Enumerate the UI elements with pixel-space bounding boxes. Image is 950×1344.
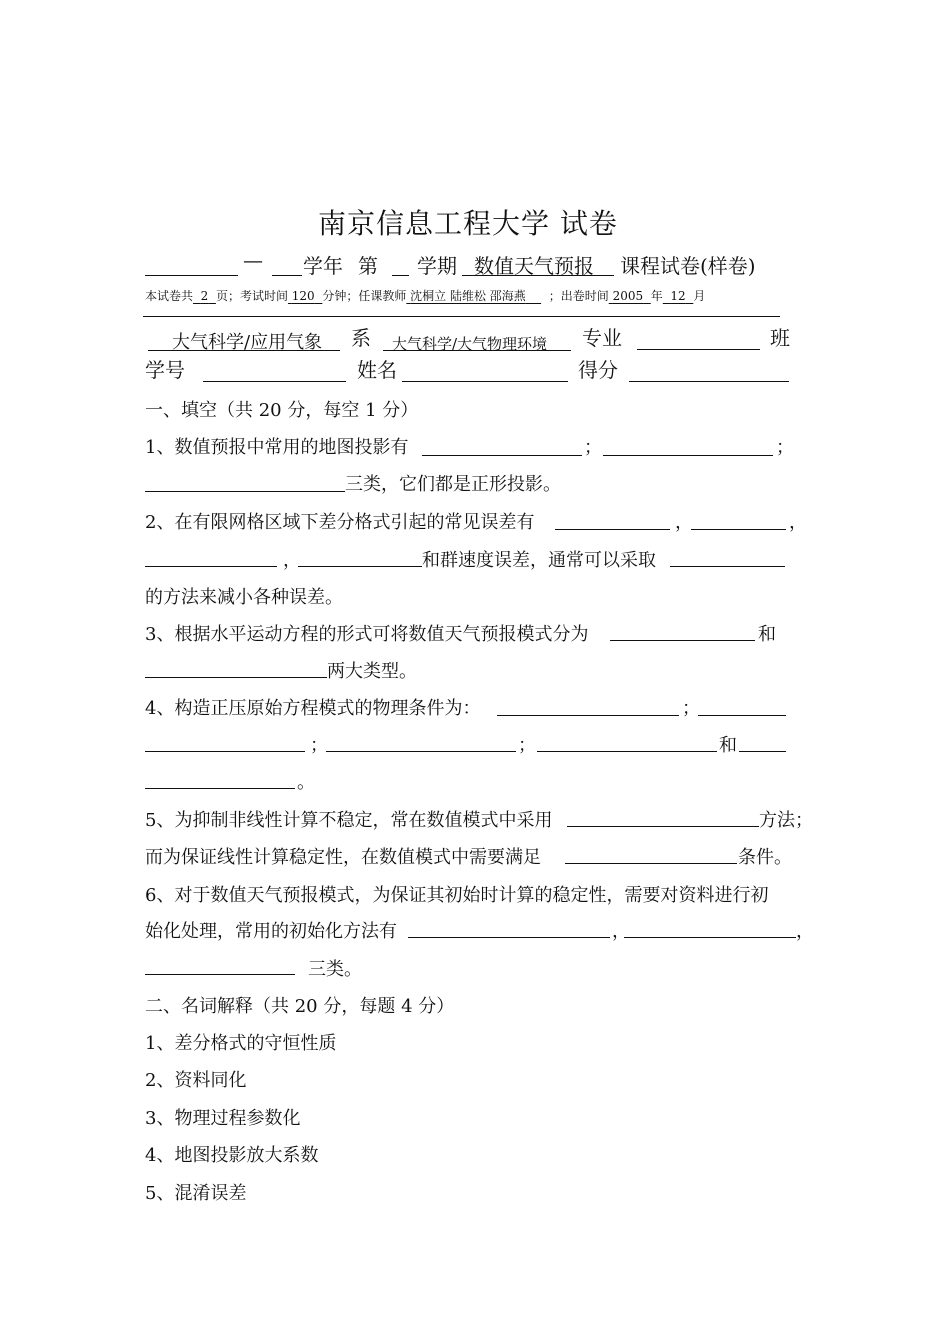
term-item: 5、混淆误差 — [145, 1183, 247, 1204]
q3-blank-1[interactable] — [610, 640, 755, 641]
q2-text-b: 和群速度误差，通常可以采取 — [422, 550, 656, 571]
score-label: 得分 — [578, 358, 618, 382]
id-blank[interactable] — [203, 381, 346, 382]
class-blank[interactable] — [637, 349, 760, 350]
info-minutes-post: 分钟；任课教师 — [322, 289, 407, 303]
q4-sep-2: ； — [310, 735, 328, 756]
dept-label: 系 — [351, 326, 371, 350]
q3-and: 和 — [758, 624, 776, 645]
term-item: 4、地图投影放大系数 — [145, 1145, 319, 1166]
q4-blank-2[interactable] — [698, 715, 786, 716]
major-label: 专业 — [582, 326, 622, 350]
info-pages: 2 — [200, 289, 209, 303]
year-end-blank — [272, 275, 302, 276]
q4-blank-4[interactable] — [326, 751, 516, 752]
q4-blank-3[interactable] — [145, 751, 305, 752]
course-underline — [462, 275, 614, 276]
info-year: 2005 — [612, 289, 644, 303]
q3-blank-2[interactable] — [145, 677, 327, 678]
q6-blank-3[interactable] — [145, 974, 295, 975]
q2-blank-4[interactable] — [298, 566, 422, 567]
q2-sep-2: ， — [789, 512, 807, 533]
q2-blank-2[interactable] — [691, 529, 786, 530]
q4-end: 。 — [297, 772, 315, 793]
q4-sep-3: ； — [518, 735, 536, 756]
q1-text-a: 1、数值预报中常用的地图投影有 — [145, 437, 409, 458]
q6-sep-1: ， — [612, 921, 630, 942]
score-blank[interactable] — [629, 381, 789, 382]
info-pages-pre: 本试卷共 — [145, 289, 194, 303]
di-label: 第 — [358, 254, 378, 278]
class-label: 班 — [770, 326, 790, 350]
q4-blank-6b[interactable] — [145, 788, 295, 789]
xueqi-label: 学期 — [417, 254, 457, 278]
q1-blank-1[interactable] — [422, 455, 582, 456]
term-item: 3、物理过程参数化 — [145, 1108, 301, 1129]
q1-blank-3[interactable] — [145, 491, 345, 492]
q5-text-c: 而为保证线性计算稳定性，在数值模式中需要满足 — [145, 847, 541, 868]
course-name: 数值天气预报 — [474, 254, 594, 278]
q5-blank-2[interactable] — [565, 863, 737, 864]
q5-text-b: 方法； — [759, 810, 813, 831]
header-divider — [143, 316, 780, 317]
q1-sep-1: ； — [584, 437, 602, 458]
q4-blank-6a[interactable] — [739, 751, 786, 752]
q6-blank-1[interactable] — [408, 937, 610, 938]
q4-blank-5[interactable] — [537, 751, 717, 752]
q2-sep-3: ， — [283, 550, 301, 571]
info-minutes: 120 — [291, 289, 315, 303]
q2-text-c: 的方法来减小各种误差。 — [145, 587, 343, 608]
q2-text-a: 2、在有限网格区域下差分格式引起的常见误差有 — [145, 512, 535, 533]
q4-blank-1[interactable] — [497, 715, 679, 716]
q2-blank-5[interactable] — [670, 566, 785, 567]
q5-text-d: 条件。 — [738, 847, 792, 868]
dash-text: — — [243, 248, 263, 272]
q4-and: 和 — [719, 735, 737, 756]
dept-value: 大气科学/应用气象 — [172, 332, 323, 353]
info-date-pre: ；出卷时间 — [548, 289, 609, 303]
info-teachers: 沈桐立 陆维松 邵海燕 — [410, 289, 526, 303]
q1-sep-2: ； — [776, 437, 794, 458]
q6-text-b: 始化处理，常用的初始化方法有 — [145, 921, 397, 942]
exam-title: 南京信息工程大学 试卷 — [318, 207, 618, 240]
semester-blank — [392, 275, 409, 276]
section1-heading: 一、填空（共 20 分，每空 1 分） — [145, 400, 419, 421]
q6-text-c: 三类。 — [308, 959, 362, 980]
q6-blank-2[interactable] — [624, 937, 796, 938]
year-start-blank — [145, 275, 238, 276]
name-label: 姓名 — [357, 358, 397, 382]
name-blank[interactable] — [402, 381, 568, 382]
info-pages-post: 页；考试时间 — [215, 289, 288, 303]
info-month: 12 — [670, 289, 686, 303]
term-item: 1、差分格式的守恒性质 — [145, 1033, 337, 1054]
q5-blank-1[interactable] — [567, 826, 759, 827]
q6-text-a: 6、对于数值天气预报模式，为保证其初始时计算的稳定性，需要对资料进行初 — [145, 885, 769, 906]
q1-text-b: 三类，它们都是正形投影。 — [345, 474, 561, 495]
q1-blank-2[interactable] — [603, 455, 773, 456]
q2-blank-1[interactable] — [555, 529, 670, 530]
section2-heading: 二、名词解释（共 20 分，每题 4 分） — [145, 996, 455, 1017]
q4-text-a: 4、构造正压原始方程模式的物理条件为： — [145, 698, 481, 719]
course-suffix: 课程试卷(样卷) — [620, 254, 756, 278]
q2-sep-1: ， — [675, 512, 693, 533]
q3-text-a: 3、根据水平运动方程的形式可将数值天气预报模式分为 — [145, 624, 589, 645]
q4-sep-1: ； — [682, 698, 700, 719]
q2-blank-3[interactable] — [145, 566, 277, 567]
id-label: 学号 — [145, 358, 185, 382]
q5-text-a: 5、为抑制非线性计算不稳定，常在数值模式中采用 — [145, 810, 553, 831]
dept-underline — [148, 350, 340, 351]
term-item: 2、资料同化 — [145, 1070, 247, 1091]
xuenian-label: 学年 — [303, 254, 343, 278]
q3-text-b: 两大类型。 — [327, 661, 417, 682]
info-month-post: 月 — [693, 289, 706, 303]
q6-sep-2: ， — [796, 921, 814, 942]
major-value: 大气科学/大气物理环境 — [392, 335, 548, 353]
info-year-post: 年 — [650, 289, 663, 303]
exam-info — [145, 287, 705, 304]
major-underline — [383, 350, 571, 351]
